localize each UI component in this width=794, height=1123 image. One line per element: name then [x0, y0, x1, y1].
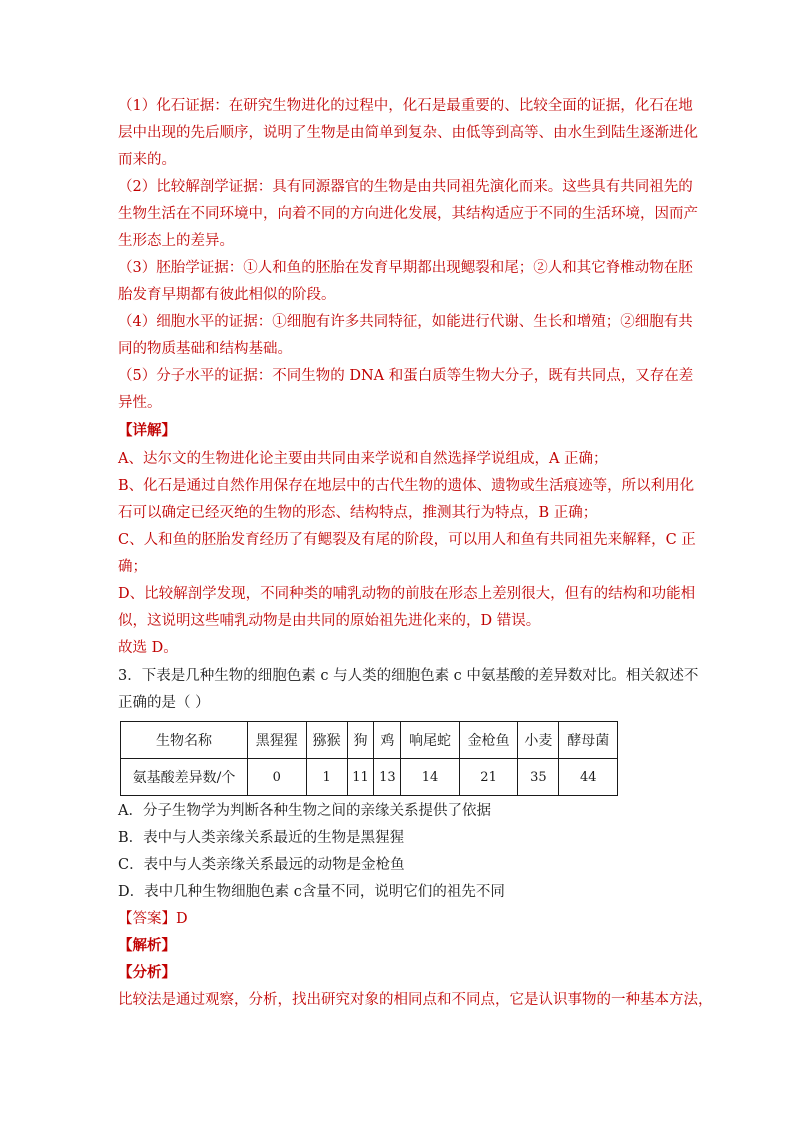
evidence-line-5: 生物生活在不同环境中，向着不同的方向进化发展，其结构适应于不同的生活环境，因而产 — [118, 206, 698, 222]
species-cell: 狗 — [347, 722, 374, 759]
species-cell: 金枪鱼 — [459, 722, 518, 759]
evidence-line-8: 胎发育早期都有彼此相似的阶段。 — [118, 287, 336, 303]
option-b: B．表中与人类亲缘关系最近的生物是黑猩猩 — [118, 830, 405, 846]
table-row — [121, 722, 618, 759]
evidence-line-12: 异性。 — [118, 395, 162, 411]
amino-acid-difference-table — [120, 721, 618, 796]
option-a: A．分子生物学为判断各种生物之间的亲缘关系提供了依据 — [118, 803, 491, 819]
species-cell: 小麦 — [518, 722, 559, 759]
analysis-subheading: 【分析】 — [118, 964, 176, 981]
value-cell: 21 — [459, 759, 518, 796]
question-line-2: 正确的是（ ） — [118, 695, 210, 711]
table-header-cell: 氨基酸差异数/个 — [121, 759, 248, 796]
detail-heading: 【详解】 — [118, 422, 176, 439]
evidence-line-7: （3）胚胎学证据：①人和鱼的胚胎在发育早期都出现鳃裂和尾；②人和其它脊椎动物在胚 — [118, 260, 693, 276]
table-header-cell: 生物名称 — [121, 722, 248, 759]
evidence-line-11: （5）分子水平的证据：不同生物的 DNA 和蛋白质等生物大分子，既有共同点，又存在差 — [118, 368, 694, 384]
evidence-line-10: 同的物质基础和结构基础。 — [118, 341, 292, 357]
species-cell: 鸡 — [374, 722, 401, 759]
detail-line-5: 确； — [118, 559, 147, 575]
value-cell: 14 — [401, 759, 460, 796]
species-cell: 响尾蛇 — [401, 722, 460, 759]
value-cell: 44 — [559, 759, 618, 796]
analysis-heading: 【解析】 — [118, 937, 176, 954]
detail-line-4: C、人和鱼的胚胎发育经历了有鳃裂及有尾的阶段，可以用人和鱼有共同祖先来解释，C 正 — [118, 532, 696, 548]
species-cell: 猕猴 — [306, 722, 347, 759]
evidence-line-6: 生形态上的差异。 — [118, 233, 234, 249]
value-cell: 11 — [347, 759, 374, 796]
species-cell: 酵母菌 — [559, 722, 618, 759]
question-line-1: 3．下表是几种生物的细胞色素 c 与人类的细胞色素 c 中氨基酸的差异数对比。相关叙述不 — [118, 668, 699, 684]
detail-line-8: 故选 D。 — [118, 640, 178, 656]
detail-line-1: A、达尔文的生物进化论主要由共同由来学说和自然选择学说组成，A 正确； — [118, 451, 608, 467]
option-d: D．表中几种生物细胞色素 c含量不同，说明它们的祖先不同 — [118, 884, 505, 900]
species-cell: 黑猩猩 — [248, 722, 307, 759]
value-cell: 35 — [518, 759, 559, 796]
detail-line-7: 似，这说明这些哺乳动物是由共同的原始祖先进化来的，D 错误。 — [118, 613, 541, 629]
evidence-line-2: 层中出现的先后顺序，说明了生物是由简单到复杂、由低等到高等、由水生到陆生逐渐进化 — [118, 125, 698, 141]
option-c: C．表中与人类亲缘关系最远的动物是金枪鱼 — [118, 857, 405, 873]
value-cell: 0 — [248, 759, 307, 796]
value-cell: 1 — [306, 759, 347, 796]
evidence-line-4: （2）比较解剖学证据：具有同源器官的生物是由共同祖先演化而来。这些具有共同祖先的 — [118, 179, 693, 195]
value-cell: 13 — [374, 759, 401, 796]
detail-line-6: D、比较解剖学发现，不同种类的哺乳动物的前肢在形态上差别很大，但有的结构和功能相 — [118, 586, 696, 602]
detail-line-3: 石可以确定已经灭绝的生物的形态、结构特点，推测其行为特点，B 正确； — [118, 505, 598, 521]
evidence-line-9: （4）细胞水平的证据：①细胞有许多共同特征，如能进行代谢、生长和增殖；②细胞有共 — [118, 314, 693, 330]
evidence-line-1: （1）化石证据：在研究生物进化的过程中，化石是最重要的、比较全面的证据，化石在地 — [118, 98, 693, 114]
evidence-line-3: 而来的。 — [118, 152, 176, 168]
table-row — [121, 759, 618, 796]
analysis-text: 比较法是通过观察，分析，找出研究对象的相同点和不同点，它是认识事物的一种基本方法， — [118, 992, 713, 1008]
detail-line-2: B、化石是通过自然作用保存在地层中的古代生物的遗体、遗物或生活痕迹等，所以利用化 — [118, 478, 695, 494]
answer-label: 【答案】D — [118, 911, 188, 927]
